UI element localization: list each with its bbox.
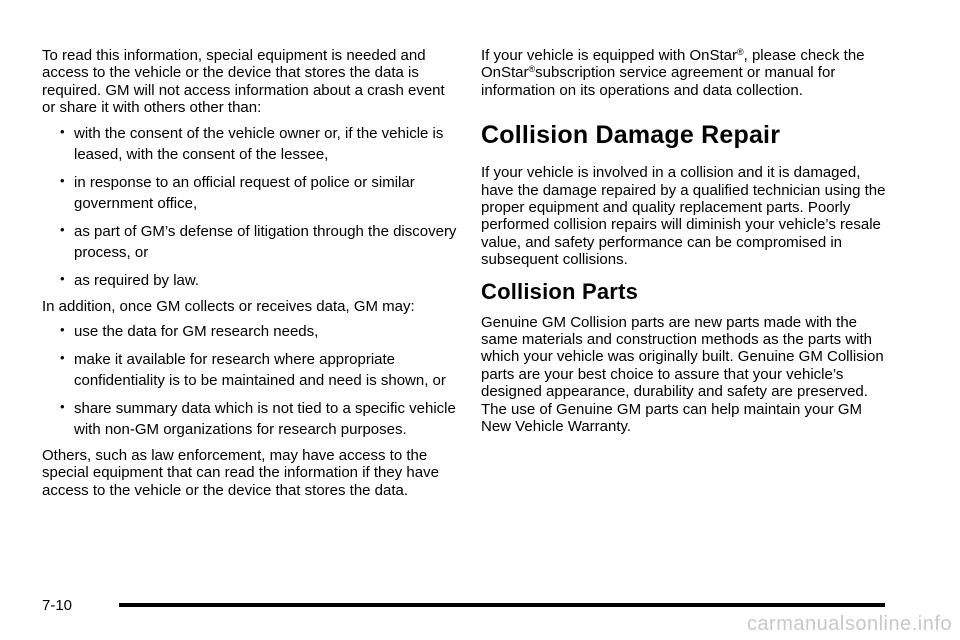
left-column	[42, 47, 460, 499]
bullet-icon: •	[60, 350, 65, 366]
list-item: • as required by law.	[42, 270, 460, 291]
data-use-list	[42, 321, 460, 440]
law-enforcement-paragraph: Others, such as law enforcement, may have access to the special equipment that can read the information if they have access to the vehicle or the device that stores the data.	[42, 447, 439, 499]
list-item: • use the data for GM research needs,	[42, 321, 460, 342]
right-column	[481, 47, 891, 436]
registered-mark: ®	[528, 64, 536, 75]
page-number: 7-10	[42, 597, 73, 614]
data-use-paragraph: In addition, once GM collects or receives data, GM may:	[42, 297, 415, 315]
list-item: • with the consent of the vehicle owner or, if the vehicle is leased, with the consent of the lessee,	[42, 123, 460, 165]
intro-paragraph: To read this information, special equipment is needed and access to the vehicle or the device that stores the data is required. GM will not access information about a crash event or share it with others other than:	[42, 47, 445, 117]
bullet-icon: •	[60, 399, 65, 415]
bullet-icon: •	[60, 270, 65, 286]
bullet-icon: •	[60, 221, 65, 237]
consent-list	[42, 123, 460, 291]
list-item: • in response to an official request of police or similar government office,	[42, 172, 460, 214]
list-item: • share summary data which is not tied to a specific vehicle with non-GM organizations for research purposes.	[42, 398, 460, 440]
collision-parts-paragraph: Genuine GM Collision parts are new parts made with the same materials and construction methods as the parts with which your vehicle was originally built. Genuine GM Collision parts are your best choice to assure that your vehicle’s designed appearance, durability and safety are preserved. The use of Genuine GM parts can help maintain your GM New Vehicle Warranty.	[481, 313, 884, 436]
list-item: • as part of GM’s defense of litigation through the discovery process, or	[42, 221, 460, 263]
watermark: carmanualsonline.info	[746, 613, 952, 635]
collision-repair-paragraph: If your vehicle is involved in a collision and it is damaged, have the damage repaired by a qualified technician using the proper equipment and quality replacement parts. Poorly performed collision repairs will diminish your vehicle’s resale value, and safety performance can be compromised in subsequent collisions.	[481, 164, 886, 269]
onstar-paragraph: If your vehicle is equipped with OnStar®, please check the OnStar®subscription service agreement or manual for information on its operations and data collection.	[481, 47, 865, 99]
subsection-heading: Collision Parts	[481, 278, 639, 304]
registered-mark: ®	[736, 47, 744, 57]
bullet-icon: •	[60, 322, 65, 338]
bullet-icon: •	[60, 123, 65, 139]
footer-rule	[119, 603, 885, 607]
list-item: • make it available for research where appropriate confidentiality is to be maintained and need is shown, or	[42, 349, 460, 391]
section-heading: Collision Damage Repair	[481, 121, 781, 150]
bullet-icon: •	[60, 172, 65, 188]
